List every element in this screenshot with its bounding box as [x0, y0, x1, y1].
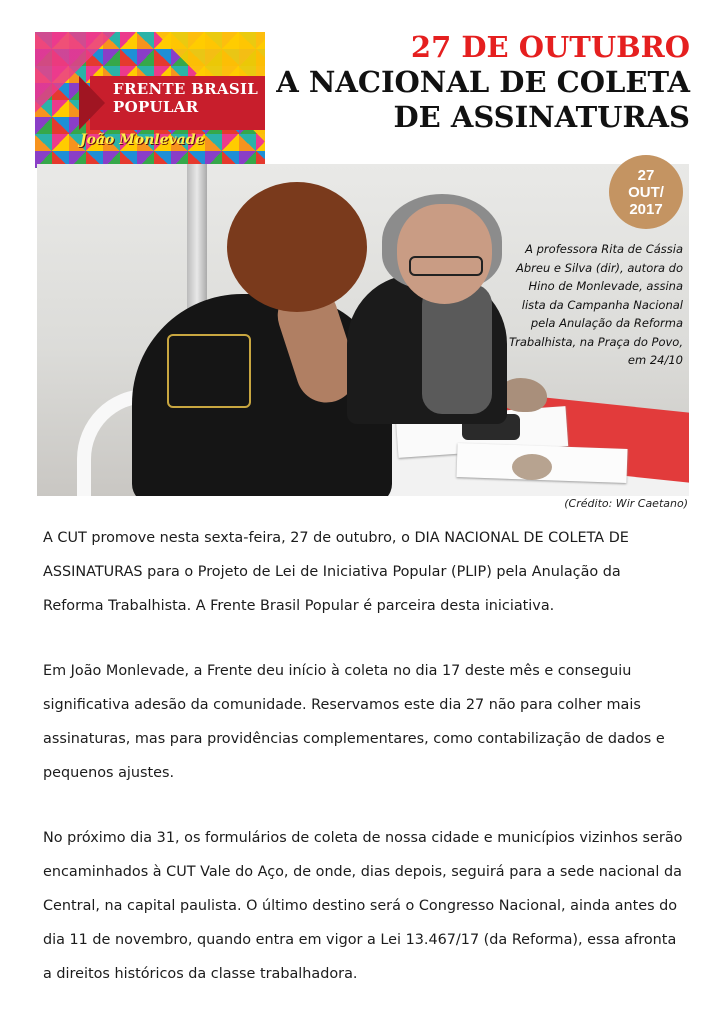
logo-text-line2: POPULAR	[113, 98, 199, 116]
photo-person-left-head	[227, 182, 367, 312]
article-body	[43, 521, 683, 1022]
headline-line1: A NACIONAL DE COLETA	[276, 65, 690, 99]
badge-month: OUT/	[628, 183, 664, 201]
logo-text-line1: FRENTE BRASIL	[113, 80, 259, 98]
photo-shirt-logo	[167, 334, 251, 408]
logo-city-name: João Monlevade	[80, 132, 205, 148]
headline-line2: DE ASSINATURAS	[393, 100, 690, 134]
photo-person-right-face	[397, 204, 492, 304]
headline	[276, 30, 690, 135]
headline-date: 27 DE OUTUBRO	[410, 30, 690, 64]
frente-brasil-popular-logo	[35, 32, 265, 168]
article-paragraph-2: Em João Monlevade, a Frente deu início à coleta no dia 17 deste mês e conseguiu significativa adesão da comunidade. Reservamos este dia 27 não para colher mais assinaturas, mas para providências complementares, como contabilização de dados e pequenos ajustes.	[43, 663, 665, 781]
photo-credit: (Crédito: Wir Caetano)	[564, 497, 688, 510]
article-paragraph-1: A CUT promove nesta sexta-feira, 27 de outubro, o DIA NACIONAL DE COLETA DE ASSINATURAS para o Projeto de Lei de Iniciativa Popular (PLIP) pela Anulação da Reforma Trabalhista. A Frente Brasil Popular é parceira desta iniciativa.	[43, 530, 629, 614]
badge-year: 2017	[629, 200, 663, 218]
article-paragraph-3: No próximo dia 31, os formulários de coleta de nossa cidade e municípios vizinhos serão encaminhados à CUT Vale do Aço, de onde, dias depois, seguirá para a sede nacional da Central, na capital paulista. O último destino será o Congresso Nacional, ainda antes do dia 11 de novembro, quando entra em vigor a Lei 13.467/17 (da Reforma), essa afronta a direitos históricos da classe trabalhadora.	[43, 830, 683, 982]
photo-glasses	[409, 256, 483, 276]
photo-rock-paperweight-2	[512, 454, 552, 480]
photo-caption: A professora Rita de Cássia Abreu e Silva (dir), autora do Hino de Monlevade, assina lista da Campanha Nacional pela Anulação da Reforma Trabalhista, na Praça do Povo, em 24/10	[509, 242, 683, 367]
logo-arrow-shape	[79, 76, 105, 130]
photo-person-right-scarf	[422, 284, 492, 414]
badge-day: 27	[637, 166, 655, 184]
date-badge	[609, 155, 683, 229]
